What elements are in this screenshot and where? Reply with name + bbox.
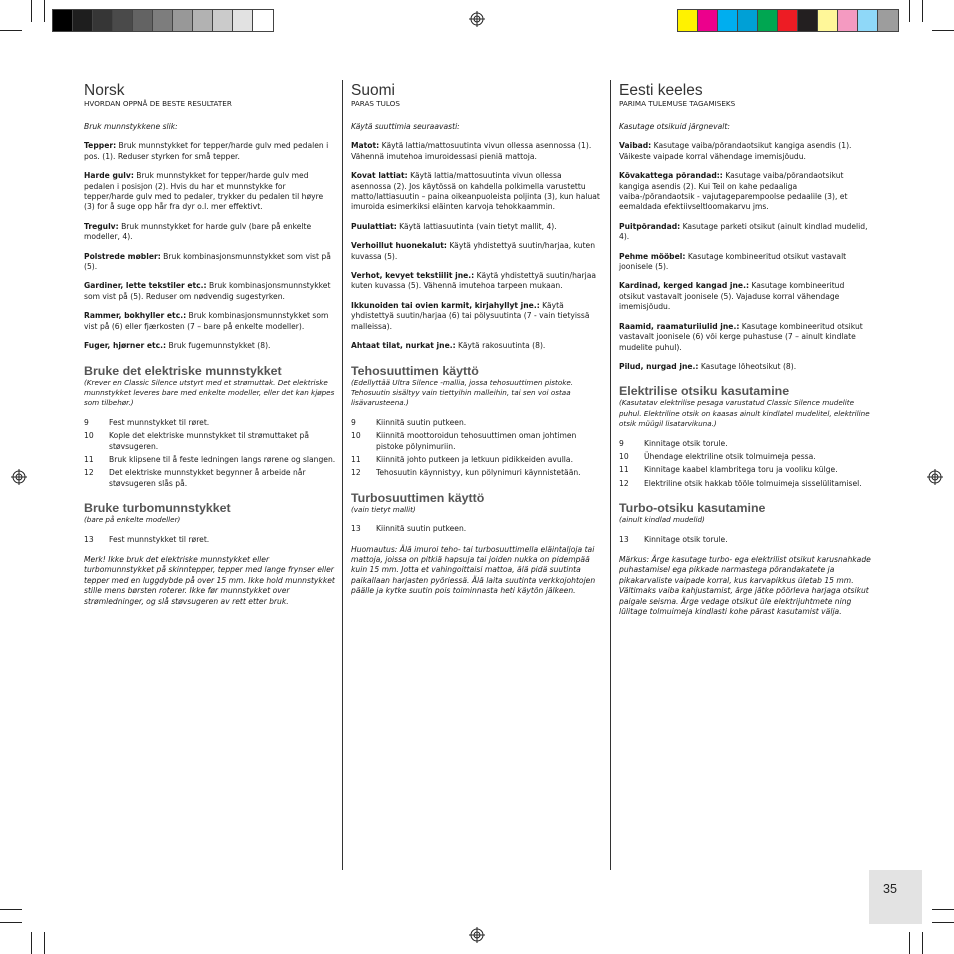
instruction-paragraph	[351, 271, 603, 292]
step-text: Bruk klipsene til å feste ledningen langs rørene og slangen.	[109, 454, 336, 464]
step-number: 9	[619, 438, 624, 448]
instruction-term: Gardiner, lette tekstiler etc.:	[84, 281, 207, 291]
column-eesti	[619, 82, 871, 617]
color-swatch	[758, 10, 778, 31]
instruction-term: Polstrede møbler:	[84, 251, 161, 261]
instruction-paragraph	[84, 311, 336, 332]
instruction-paragraph	[351, 171, 603, 213]
instruction-text: Bruk fugemunnstykket (8).	[166, 341, 271, 351]
instruction-paragraph	[619, 281, 871, 312]
step-item	[619, 439, 871, 449]
step-number: 13	[619, 534, 629, 544]
registration-mark-icon	[469, 927, 485, 943]
turbo-steps	[619, 535, 871, 545]
color-swatch	[778, 10, 798, 31]
color-swatch	[698, 10, 718, 31]
registration-mark-icon	[469, 11, 485, 27]
step-item	[619, 479, 871, 489]
gray-swatch	[193, 10, 213, 31]
step-item	[351, 524, 603, 534]
step-number: 10	[351, 431, 361, 441]
heading-turbo-nozzle: Turbo-otsiku kasutamine	[619, 501, 766, 516]
gray-swatch	[253, 10, 273, 31]
step-item	[351, 431, 603, 452]
column-divider	[610, 80, 611, 870]
step-item	[619, 452, 871, 462]
electric-steps	[351, 418, 603, 479]
gray-swatch	[213, 10, 233, 31]
step-text: Kiinnitä suutin putkeen.	[376, 524, 467, 534]
crop-mark	[31, 0, 32, 22]
instruction-text: Bruk munnstykket for tepper/harde gulv med pedalen i posisjon (2). Hvis du har et munnstykke for tepper/harde gulv med to pedaler, trykker du pedalen til høyre (3) for å suge opp hår fra dyr o.l. mer effektivt.	[84, 171, 324, 212]
step-text: Kiinnitä moottoroidun tehosuuttimen oman johtimen pistoke pölynimuriin.	[376, 431, 577, 451]
step-text: Kiinnitä johto putkeen ja letkuun pidikkeiden avulla.	[376, 454, 573, 464]
instruction-term: Kovat lattiat:	[351, 171, 408, 181]
warning-note: Huomautus: Älä imuroi teho- tai turbosuuttimella eläintaljoja tai mattoja, joissa on pitkiä hapsuja tai joiden nukka on pidempää kuin 15 mm. Jotta et vahingoittaisi mattoa, älä pidä suutinta paikallaan harjasten pyöriessä. Älä laita suutinta verkkojohtojen päälle ja kytke suutin pois toiminnasta heti käytön jälkeen.	[351, 544, 596, 596]
crop-mark	[909, 0, 910, 22]
heading-electric-nozzle: Tehosuuttimen käyttö	[351, 363, 479, 378]
color-swatch	[678, 10, 698, 31]
step-number: 10	[84, 431, 94, 441]
color-swatch	[858, 10, 878, 31]
step-text: Kople det elektriske munnstykket til strømuttaket på støvsugeren.	[109, 431, 310, 451]
instruction-term: Puitpõrandad:	[619, 221, 681, 231]
instruction-text: Kasutage lõheotsikut (8).	[698, 361, 797, 371]
color-swatch	[878, 10, 898, 31]
instruction-text: Bruk munnstykket for tepper/harde gulv med pedalen i pos. (1). Reduser styrken for små tepper.	[84, 141, 329, 161]
instruction-text: Käytä yhdistettyä suutin/harjaa, kuten kuvassa (5).	[351, 241, 596, 261]
turbo-steps	[84, 535, 336, 545]
registration-mark-icon	[11, 469, 27, 485]
step-item	[619, 465, 871, 475]
warning-note: Märkus: Ärge kasutage turbo- ega elektrilist otsikut karusnahkade puhastamisel ega pikkade narmastega põrandakatete ja pikakarvaliste vaipade korral, kus karvapikkus ületab 15 mm. Vältimaks vaiba kahjustamist, ärge jätke pöörleva harjaga otsikut paigale seisma. Ärge vedage otsikut üle elektrijuhtmete ning lülitage tolmuimeja kindlasti kohe pärast kasutamist välja.	[619, 554, 871, 616]
instruction-term: Pilud, nurgad jne.:	[619, 361, 699, 371]
intro-text: Bruk munnstykkene slik:	[84, 122, 178, 131]
instruction-term: Ahtaat tilat, nurkat jne.:	[351, 341, 456, 351]
section-subtitle: HVORDAN OPPNÅ DE BESTE RESULTATER	[84, 99, 232, 108]
instruction-term: Puulattiat:	[351, 221, 397, 231]
section-title: Norsk	[84, 82, 125, 99]
crop-mark	[922, 0, 923, 22]
step-number: 12	[351, 468, 361, 478]
instruction-paragraph	[619, 171, 871, 213]
step-text: Tehosuutin käynnistyy, kun pölynimuri käynnistetään.	[376, 468, 581, 478]
instruction-paragraph	[351, 301, 603, 332]
step-text: Ühendage elektriline otsik tolmuimeja pessa.	[644, 451, 816, 461]
instruction-paragraph	[619, 322, 871, 353]
instruction-term: Verhot, kevyet tekstiilit jne.:	[351, 271, 475, 281]
instruction-paragraph	[84, 141, 336, 162]
instruction-text: Bruk kombinasjonsmunnstykket som vist på (5).	[84, 251, 331, 272]
instruction-term: Vaibad:	[619, 141, 652, 151]
instruction-text: Käytä rakosuutinta (8).	[455, 341, 546, 351]
crop-mark	[44, 932, 45, 954]
instruction-paragraph	[619, 141, 871, 162]
crop-mark	[932, 909, 954, 910]
step-number: 9	[84, 417, 89, 427]
instruction-term: Kõvakattega põrandad::	[619, 171, 723, 181]
instruction-term: Kardinad, kerged kangad jne.:	[619, 281, 749, 291]
step-text: Kiinnitä suutin putkeen.	[376, 417, 467, 427]
section-subtitle: PARAS TULOS	[351, 99, 400, 108]
instruction-paragraph	[351, 222, 603, 232]
electric-steps	[84, 418, 336, 489]
turbo-nozzle-note: (bare på enkelte modeller)	[84, 515, 181, 525]
electric-nozzle-note: (Krever en Classic Silence utstyrt med et strømuttak. Det elektriske munnstykket leveres bare med enkelte modeller, eller det kan kjøpes som tilbehør.)	[84, 377, 335, 408]
instruction-term: Rammer, bokhyller etc.:	[84, 311, 187, 321]
turbo-steps	[351, 524, 603, 534]
step-number: 11	[84, 454, 94, 464]
instruction-text: Bruk kombinasjonsmunnstykket som vist på (6) eller fjærkosten (7 – bare på enkelte modeller).	[84, 311, 329, 331]
electric-steps	[619, 439, 871, 490]
step-text: Fest munnstykket til røret.	[109, 534, 210, 544]
instruction-text: Käytä lattia/mattosuutinta vivun ollessa asennossa (2). Jos käytössä on kahdella polkimella varustettu matto/lattiasuutin – paina oikeanpuoleista poljinta (3), kun haluat imuroida esimerkiksi eläinten karvoja tehokkaammin.	[351, 171, 600, 212]
instruction-term: Verhoillut huonekalut:	[351, 241, 447, 251]
heading-electric-nozzle: Bruke det elektriske munnstykket	[84, 363, 282, 378]
instruction-paragraph	[84, 341, 336, 351]
instruction-text: Kasutage parketi otsikut (ainult kindlad mudelid, 4).	[619, 221, 868, 242]
crop-mark	[0, 922, 22, 923]
crop-mark	[0, 909, 22, 910]
step-item	[84, 468, 336, 489]
turbo-nozzle-note: (vain tietyt mallit)	[351, 504, 416, 514]
instruction-text: Bruk kombinasjonsmunnstykket som vist på (5). Reduser om nødvendig sugestyrken.	[84, 281, 331, 301]
step-text: Det elektriske munnstykket begynner å arbeide når støvsugeren slås på.	[109, 468, 306, 488]
column-divider	[342, 80, 343, 870]
instruction-paragraph	[351, 241, 603, 262]
instruction-paragraph	[84, 222, 336, 243]
section-title: Suomi	[351, 82, 395, 99]
gray-swatch	[73, 10, 93, 31]
process-color-bar	[677, 9, 899, 32]
crop-mark	[0, 30, 22, 31]
step-item	[351, 455, 603, 465]
instruction-text: Kasutage kombineeritud otsikut vastavalt joonisele (6) või kerge puhastuse (7 – ainult kindlate mudelite puhul).	[619, 321, 863, 352]
color-swatch	[738, 10, 758, 31]
instruction-paragraph	[351, 141, 603, 162]
gray-swatch	[173, 10, 193, 31]
color-swatch	[818, 10, 838, 31]
instruction-paragraph	[84, 252, 336, 273]
section-title: Eesti keeles	[619, 82, 703, 99]
step-text: Kinnitage otsik torule.	[644, 534, 728, 544]
crop-mark	[932, 30, 954, 31]
instruction-text: Kasutage kombineeritud otsikut vastavalt joonisele (5).	[619, 251, 847, 272]
color-swatch	[718, 10, 738, 31]
step-number: 10	[619, 451, 629, 461]
page-number: 35	[883, 882, 897, 896]
intro-text: Kasutage otsikuid järgnevalt:	[619, 122, 730, 131]
instruction-term: Pehme mööbel:	[619, 251, 686, 261]
heading-electric-nozzle: Elektrilise otsiku kasutamine	[619, 384, 790, 399]
column-norsk	[84, 82, 336, 607]
registration-mark-icon	[927, 469, 943, 485]
instruction-term: Fuger, hjørner etc.:	[84, 341, 167, 351]
warning-note: Merk! Ikke bruk det elektriske munnstykket eller turbomunnstykket på skinntepper, tepper med lange frynser eller tepper med en luggdybde på over 15 mm. Ikke hold munnstykket stille mens børsten roterer. Ikke før munnstykket over strømledninger, og slå støvsugeren av rett etter bruk.	[84, 554, 335, 606]
step-item	[84, 535, 336, 545]
step-text: Kinnitage kaabel klambritega toru ja vooliku külge.	[644, 465, 838, 475]
step-item	[351, 418, 603, 428]
crop-mark	[31, 932, 32, 954]
instruction-term: Matot:	[351, 141, 380, 151]
step-number: 13	[84, 534, 94, 544]
step-item	[84, 431, 336, 452]
gray-swatch	[93, 10, 113, 31]
column-suomi	[351, 82, 603, 597]
instruction-paragraph	[619, 362, 871, 372]
intro-text: Käytä suuttimia seuraavasti:	[351, 122, 460, 131]
step-item	[351, 468, 603, 478]
step-item	[84, 455, 336, 465]
instruction-text: Bruk munnstykket for harde gulv (bare på enkelte modeller, 4).	[84, 221, 312, 242]
gray-swatch	[113, 10, 133, 31]
step-text: Kinnitage otsik torule.	[644, 438, 728, 448]
instruction-paragraph	[84, 171, 336, 213]
step-number: 11	[351, 454, 361, 464]
heading-turbo-nozzle: Bruke turbomunnstykket	[84, 501, 231, 516]
step-text: Fest munnstykket til røret.	[109, 417, 210, 427]
instruction-paragraph	[351, 341, 603, 351]
step-item	[619, 535, 871, 545]
gray-swatch	[53, 10, 73, 31]
instruction-term: Tepper:	[84, 141, 117, 151]
instruction-paragraph	[619, 252, 871, 273]
heading-turbo-nozzle: Turbosuuttimen käyttö	[351, 490, 485, 505]
color-swatch	[798, 10, 818, 31]
electric-nozzle-note: (Edellyttää Ultra Silence -mallia, jossa tehosuuttimen pistoke. Tehosuutin sisältyy vain tiettyihin malleihin, tai sen voi ostaa lisävarusteena.)	[351, 377, 574, 408]
instruction-text: Kasutage vaiba/põrandaotsikut kangiga asendis (1). Väikeste vaipade korral vähendage imemisjõudu.	[619, 141, 852, 161]
instruction-text: Käytä yhdistettyä suutin/harjaa kuten kuvassa (5). Vähennä imutehoa tarpeen mukaan.	[351, 271, 597, 291]
step-number: 13	[351, 524, 361, 534]
step-text: Elektriline otsik hakkab tööle tolmuimeja sisselülitamisel.	[644, 478, 862, 488]
gray-swatch	[133, 10, 153, 31]
instruction-term: Raamid, raamaturiiulid jne.:	[619, 321, 740, 331]
gray-swatch	[233, 10, 253, 31]
instruction-text: Käytä lattiasuutinta (vain tietyt mallit, 4).	[396, 221, 557, 231]
section-subtitle: PARIMA TULEMUSE TAGAMISEKS	[619, 99, 736, 108]
gray-swatch	[153, 10, 173, 31]
crop-mark	[932, 922, 954, 923]
crop-mark	[922, 932, 923, 954]
step-number: 9	[351, 417, 356, 427]
instruction-text: Kasutage kombineeritud otsikut vastavalt joonisele (5). Vajaduse korral vähendage imemisjõudu.	[619, 281, 845, 312]
crop-mark	[909, 932, 910, 954]
instruction-text: Käytä yhdistettyä suutin/harjaa (6) tai pölysuutinta (7 - vain tietyissä malleissa).	[351, 300, 590, 331]
color-swatch	[838, 10, 858, 31]
instruction-paragraph	[619, 222, 871, 243]
step-number: 12	[84, 468, 94, 478]
step-number: 12	[619, 478, 629, 488]
instruction-term: Ikkunoiden tai ovien karmit, kirjahyllyt jne.:	[351, 300, 540, 310]
crop-mark	[44, 0, 45, 22]
instruction-term: Tregulv:	[84, 221, 119, 231]
grayscale-color-bar	[52, 9, 274, 32]
electric-nozzle-note: (Kasutatav elektrilise pesaga varustatud Classic Silence mudelite puhul. Elektriline otsik on kaasas ainult kindlatel mudelitel, elektriline otsik müügil lisatarvikuna.)	[619, 398, 870, 429]
page-number-box	[869, 870, 922, 924]
step-number: 11	[619, 465, 629, 475]
step-item	[84, 418, 336, 428]
instruction-text: Kasutage vaiba/põrandaotsikut kangiga asendis (2). Kui Teil on kahe pedaaliga vaiba-/põrandaotsik - vajutageparempoolse pedaalile (3), et eemaldada efektiivseltloomakarvu jms.	[619, 171, 848, 212]
instruction-text: Käytä lattia/mattosuutinta vivun ollessa asennossa (1). Vähennä imutehoa imuroidessasi pieniä mattoja.	[351, 141, 592, 161]
turbo-nozzle-note: (ainult kindlad mudelid)	[619, 515, 705, 525]
instruction-term: Harde gulv:	[84, 171, 134, 181]
instruction-paragraph	[84, 281, 336, 302]
